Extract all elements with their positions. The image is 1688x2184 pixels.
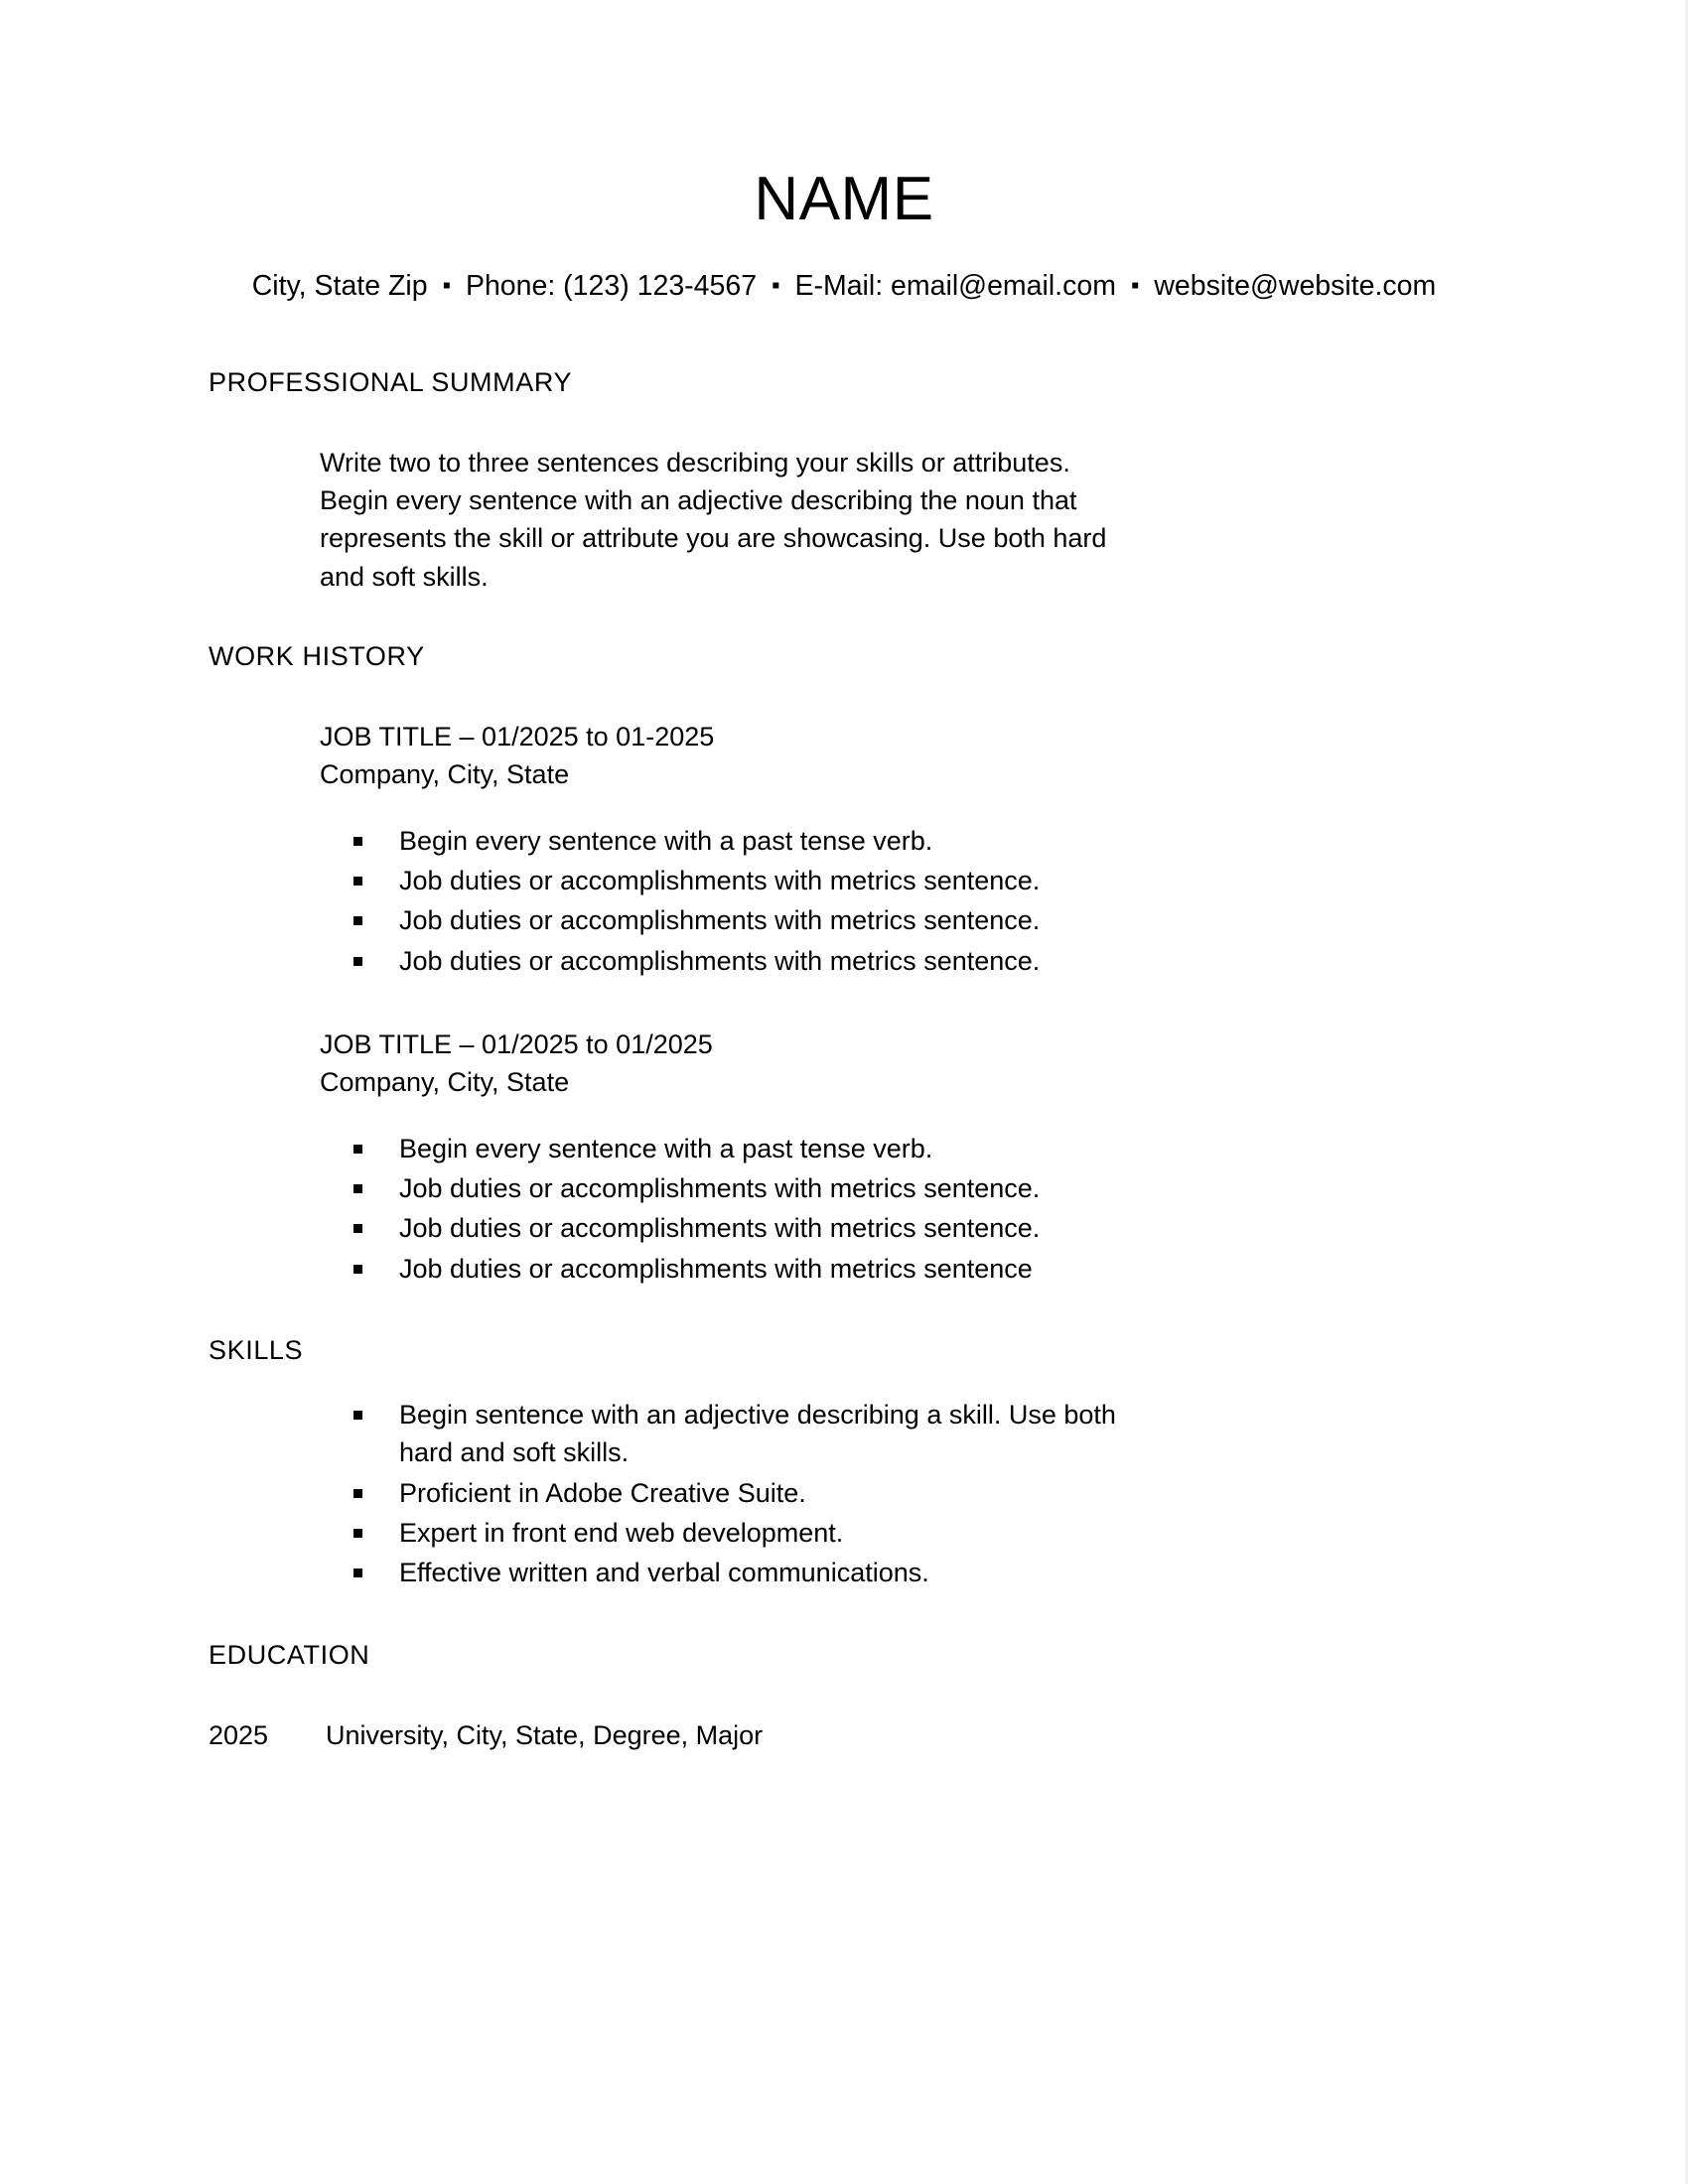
job-bullet-list bbox=[320, 822, 1479, 980]
section-heading-work-history: WORK HISTORY bbox=[209, 640, 425, 671]
section-education bbox=[209, 1638, 1479, 1754]
section-skills bbox=[209, 1333, 1479, 1592]
list-item: Job duties or accomplishments with metrics sentence bbox=[350, 1250, 1479, 1288]
education-entry bbox=[209, 1716, 1479, 1754]
list-item: Begin every sentence with a past tense verb. bbox=[350, 1130, 1479, 1167]
work-history-entry bbox=[320, 1025, 1479, 1288]
page-title: NAME bbox=[754, 165, 934, 233]
contact-separator-icon: ▪ bbox=[772, 272, 780, 300]
education-detail: University, City, State, Degree, Major bbox=[326, 1719, 764, 1750]
list-item: Begin sentence with an adjective describing a skill. Use both hard and soft skills. bbox=[350, 1396, 1134, 1472]
skills-bullet-list bbox=[320, 1396, 1479, 1592]
list-item: Expert in front end web development. bbox=[350, 1514, 1134, 1552]
job-title-line: JOB TITLE – 01/2025 to 01/2025 bbox=[320, 1029, 713, 1060]
contact-email: E-Mail: email@email.com bbox=[794, 270, 1116, 303]
contact-website: website@website.com bbox=[1154, 270, 1437, 303]
contact-phone: Phone: (123) 123-4567 bbox=[465, 270, 758, 303]
professional-summary-text: Write two to three sentences describing your skills or attributes. Begin every sentence with an adjective describing the noun that represents the skill or attribute you are showcasing. Use both hard and soft skills. bbox=[320, 447, 1107, 592]
section-heading-education: EDUCATION bbox=[209, 1639, 370, 1670]
list-item: Job duties or accomplishments with metrics sentence. bbox=[350, 1169, 1479, 1207]
list-item: Job duties or accomplishments with metrics sentence. bbox=[350, 1209, 1479, 1247]
list-item: Effective written and verbal communications. bbox=[350, 1554, 1134, 1591]
work-history-entry bbox=[320, 718, 1479, 980]
list-item: Begin every sentence with a past tense verb. bbox=[350, 822, 1479, 860]
job-bullet-list bbox=[320, 1130, 1479, 1288]
section-heading-skills: SKILLS bbox=[209, 1335, 304, 1365]
contact-location: City, State Zip bbox=[251, 270, 428, 303]
education-year: 2025 bbox=[209, 1719, 269, 1750]
contact-separator-icon: ▪ bbox=[1130, 272, 1140, 300]
job-title-line: JOB TITLE – 01/2025 to 01-2025 bbox=[320, 722, 715, 752]
list-item: Job duties or accomplishments with metrics sentence. bbox=[350, 862, 1479, 899]
job-company-line: Company, City, State bbox=[320, 759, 570, 790]
list-item: Job duties or accomplishments with metrics sentence. bbox=[350, 901, 1479, 939]
contact-line bbox=[209, 267, 1479, 305]
section-work-history bbox=[209, 639, 1479, 1288]
job-company-line: Company, City, State bbox=[320, 1067, 570, 1098]
list-item: Proficient in Adobe Creative Suite. bbox=[350, 1474, 1134, 1512]
list-item: Job duties or accomplishments with metrics sentence. bbox=[350, 942, 1479, 980]
contact-separator-icon: ▪ bbox=[442, 272, 452, 300]
section-heading-professional-summary: PROFESSIONAL SUMMARY bbox=[209, 366, 573, 397]
section-professional-summary bbox=[209, 365, 1479, 596]
